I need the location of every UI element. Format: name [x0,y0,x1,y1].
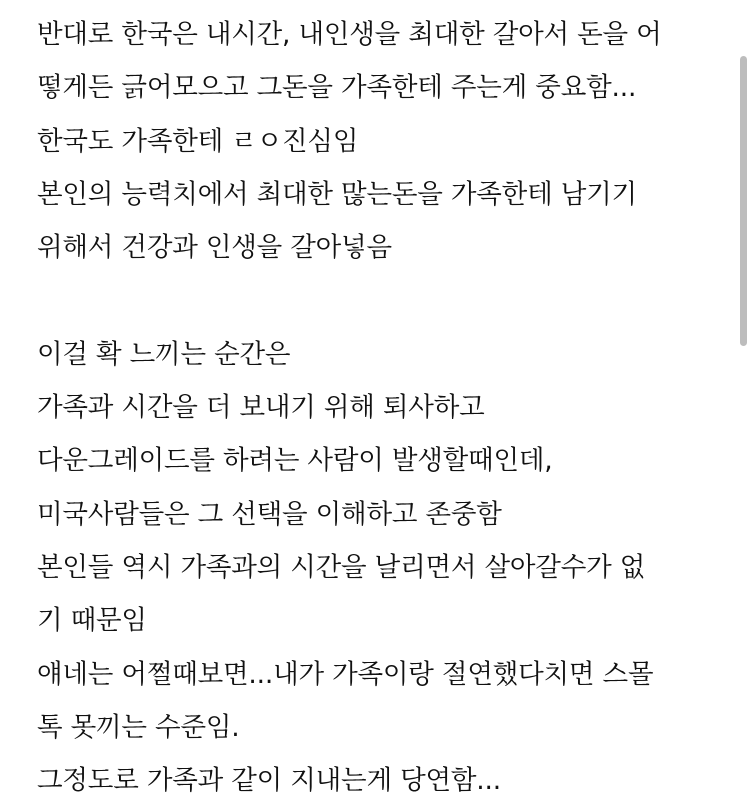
text-line: 다운그레이드를 하려는 사람이 발생할때인데, [37,445,553,477]
text-line: 위해서 건강과 인생을 갈아넣음 [37,232,392,264]
post-body [37,8,727,807]
blank-line [37,274,727,327]
scrollbar-thumb[interactable] [740,56,747,346]
text-line: 이걸 확 느끼는 순간은 [37,338,291,370]
text-line: 얘네는 어쩔때보면...내가 가족이랑 절연했다치면 스몰 [37,658,654,690]
text-line: 톡 못끼는 수준임. [37,711,240,743]
text-line: 기 때문임 [37,605,147,637]
text-line: 그정도로 가족과 같이 지내는게 당연함... [37,765,501,797]
vertical-scrollbar[interactable] [736,0,750,763]
text-line: 본인의 능력치에서 최대한 많는돈을 가족한테 남기기 [37,178,637,210]
text-line: 반대로 한국은 내시간, 내인생을 최대한 갈아서 돈을 어 [37,19,662,50]
text-line: 떻게든 긁어모으고 그돈을 가족한테 주는게 중요함... [37,72,637,104]
text-line: 가족과 시간을 더 보내기 위해 퇴사하고 [37,392,485,424]
text-line: 본인들 역시 가족과의 시간을 날리면서 살아갈수가 없 [37,551,646,583]
text-line: 한국도 가족한테 ㄹㅇ진심임 [37,125,359,157]
text-line: 미국사람들은 그 선택을 이해하고 존중함 [37,498,502,530]
